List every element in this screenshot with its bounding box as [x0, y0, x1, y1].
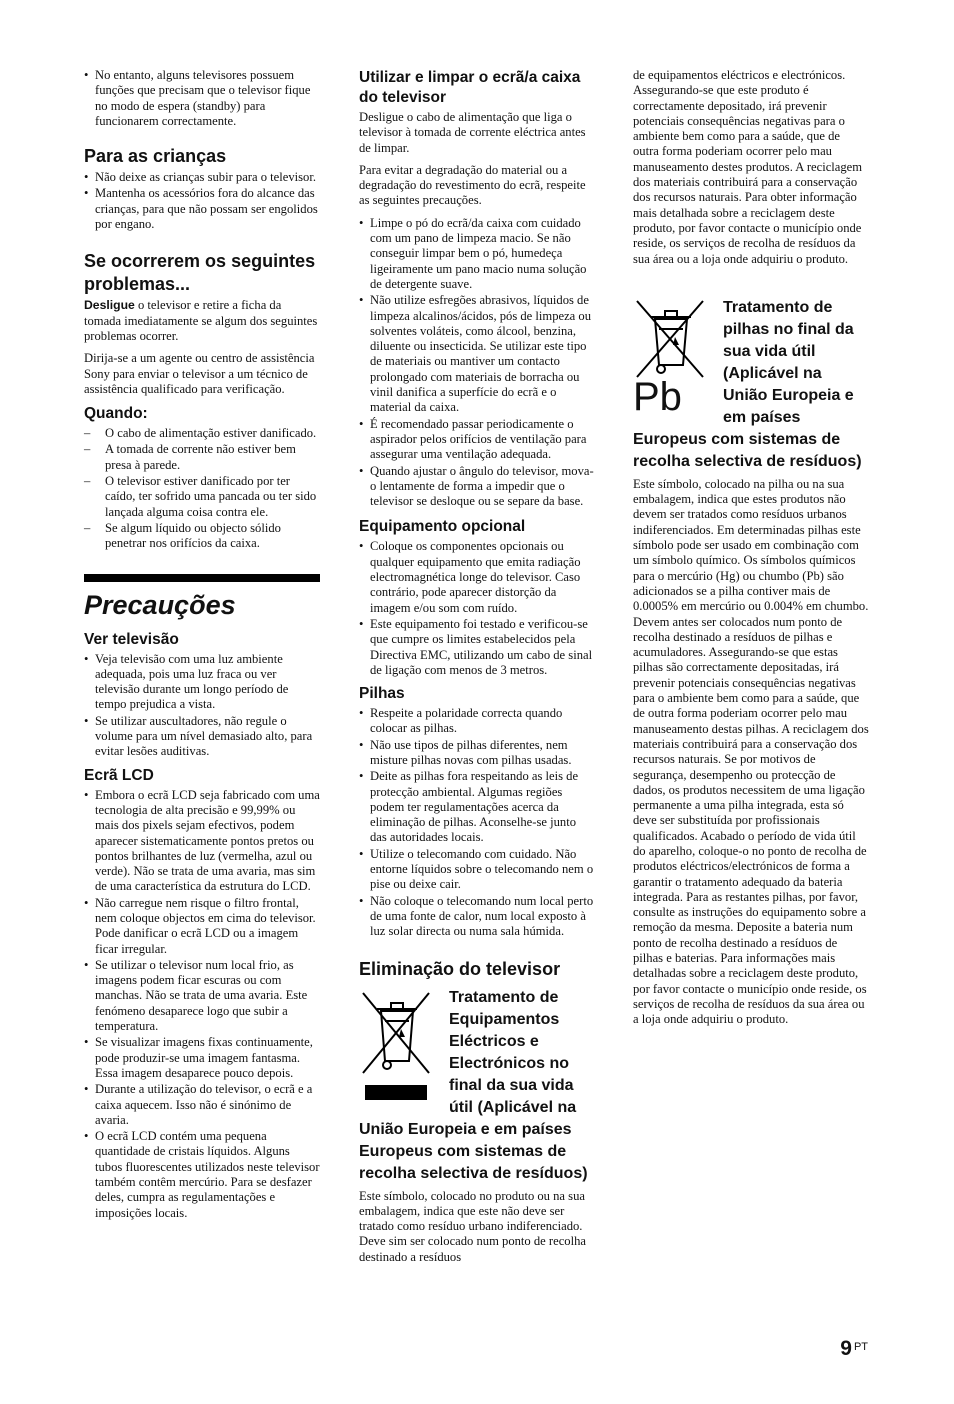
- problems-paragraph: Desligue o televisor e retire a ficha da tomada imediatamente se algum dos seguintes problemas ocorrer.: [84, 298, 318, 343]
- list-item: • O ecrã LCD contém uma pequena quantidade de cristais líquidos. Alguns tubos fluorescentes utilizados neste televisor também contêm mercúrio. Para se desfazer deles, cumpra as regulamentações e imposições locais.: [84, 1129, 320, 1221]
- section-title-children: Para as crianças: [84, 146, 227, 167]
- problems-paragraph-2: Dirija-se a um agente ou centro de assistência Sony para enviar o televisor a um técnico de assistência qualificado para verificação.: [84, 351, 315, 396]
- list-item: – Se algum líquido ou objecto sólido penetrar nos orifícios da caixa.: [84, 521, 320, 552]
- list-item: • Embora o ecrã LCD seja fabricado com uma tecnologia de alta precisão e 99,99% ou mais dos pixels sejam efectivos, podem aparecer sistematicamente pontos pretos ou pontos brilhantes de luz (vermelha, azul ou verde). Não se trata de uma avaria, mas sim de uma característica da estrutura do LCD.: [84, 788, 320, 895]
- page-number-value: 9: [840, 1337, 852, 1360]
- battery-paragraph: Este símbolo, colocado na pilha ou na sua embalagem, indica que estes produtos não devem ser tratados como resíduos urbanos indiferenciados. Em determinadas pilhas este símbolo pode ser usado em combinação com um símbolo químico. Os símbolos químicos para o mercúrio (Hg) ou chumbo (Pb) são adicionados se a pilha contiver mais de 0.0005% em mercúrio ou 0.004% em chumbo. Devem antes ser colocados num ponto de recolha destinado a resíduos de pilhas e acumuladores. Assegurando-se que estas pilhas são correctamente depositadas, irá prevenir potenciais consequências negativas para o ambiente bem como para a saúde, que de outra forma poderiam ocorrer pelo mau manuseamento destas pilhas. A reciclagem dos materiais contribuirá para a conservação dos recursos naturais. Se por motivos de segurança, desempenho ou protecção de dados, os produtos necessitem de uma ligação permanente a uma pilha integrada, esta só deve ser substituída por profissionais qualificados. Acabado o período de vida útil do aparelho, coloque-o no ponto de recolha de produtos eléctricos/electrónicos de forma a garantir o tratamento adequado da bateria integrada. Para as restantes pilhas, por favor, consulte as instruções do equipamento sobre a remoção da mesma. Deposite a bateria num ponto de recolha destinado a resíduos de pilhas e baterias. Para informações mais detalhadas sobre a reciclagem deste produto, por favor contacte o município onde reside, os serviços de recolha de resíduos da sua área ou a loja onde adquiriu o produto.: [633, 476, 869, 1027]
- list-item: • Respeite a polaridade correcta quando colocar as pilhas.: [359, 706, 595, 737]
- list-item: • Veja televisão com uma luz ambiente adequada, pois uma luz fraca ou ver televisão durante um longo período de tempo prejudica a vista.: [84, 652, 320, 713]
- weee-title: Tratamento de Equipamentos Eléctricos e Electrónicos no final da sua vida útil (Aplicável na União Europeia e em países Europeus com sistemas de recolha selectiva de resíduos): [359, 988, 588, 1182]
- page-number: [840, 1337, 868, 1361]
- section-title-optional: Equipamento opcional: [359, 518, 526, 536]
- weee-block: [359, 987, 595, 1185]
- weee-symbol: [359, 989, 439, 1100]
- list-item: • Coloque os componentes opcionais ou qualquer equipamento que emita radiação electromagnética longe do televisor. Caso contrário, pode aparecer distorção da imagem e/ou som com ruído.: [359, 539, 595, 615]
- list-item: • Não carregue nem risque o filtro frontal, nem coloque objectos em cima do televisor. Pode danificar o ecrã LCD ou a imagem ficar irregular.: [84, 896, 320, 957]
- section-title-problems: Se ocorrerem os seguintes problemas...: [84, 251, 316, 295]
- weee-paragraph: Este símbolo, colocado no produto ou na sua embalagem, indica que este não deve ser tratado como resíduo urbano indiferenciado. Deve sim ser colocado num ponto de recolha destinado a resíduos: [359, 1188, 586, 1264]
- section-divider: [84, 574, 320, 582]
- section-title-cleaning: Utilizar e limpar o ecrã/a caixa do televisor: [359, 69, 581, 106]
- list-item: – O cabo de alimentação estiver danificado.: [84, 426, 320, 441]
- list-item: • Mantenha os acessórios fora do alcance das crianças, para que não possam ser engolidos por engano.: [84, 186, 320, 232]
- weee-paragraph-continued: de equipamentos eléctricos e electrónicos. Assegurando-se que este produto é correctamente depositado, irá prevenir potenciais consequências negativas para o ambiente bem como para a saúde, que de outra forma poderiam ocorrer pelo mau manuseamento destes produtos. A reciclagem dos materiais contribuirá para a conservação dos recursos naturais. Para obter informação mais detalhada sobre a reciclagem deste produto, por favor contacte o município onde reside, os serviços de recolha de resíduos da sua área ou a loja onde adquiriu o produto.: [633, 68, 863, 266]
- list-item: – A tomada de corrente não estiver bem presa à parede.: [84, 442, 320, 473]
- lcd-list: [84, 788, 320, 1221]
- section-title-disposal: Eliminação do televisor: [359, 958, 561, 979]
- list-item: • Não utilize esfregões abrasivos, líquidos de limpeza alcalinos/ácidos, pós de limpeza ou solventes voláteis, como álcool, benzina, diluente ou insecticida. Se utilizar este tipo de materiais ou mantiver um contacto prolongado com materiais de borracha ou vinil danifica a superfície do ecrã e o material da caixa.: [359, 293, 595, 415]
- list-item: • Deite as pilhas fora respeitando as leis de protecção ambiental. Algumas regiões podem ter regulamentações acerca da eliminação de pilhas. Aconselhe-se junto das autoridades locais.: [359, 769, 595, 845]
- problems-bold-word: Desligue: [84, 298, 135, 313]
- column-middle: [359, 68, 595, 1272]
- list-item: • Utilize o telecomando com cuidado. Não entorne líquidos sobre o telecomando nem o pise ou deixe cair.: [359, 847, 595, 893]
- list-item: • Se utilizar o televisor num local frio, as imagens podem ficar escuras ou com manchas. Não se trata de uma avaria. Este fenómeno desaparece logo que subir a temperatura.: [84, 958, 320, 1034]
- crossed-bin-icon: [359, 989, 433, 1079]
- section-title-watch-tv: Ver televisão: [84, 630, 179, 648]
- list-item: • Durante a utilização do televisor, o ecrã e a caixa aquecem. Isso não é sinónimo de avaria.: [84, 1082, 320, 1128]
- language-code: PT: [853, 1341, 868, 1353]
- list-item: • Limpe o pó do ecrã/da caixa com cuidado com um pano de limpeza macio. Se não conseguir limpar bem o pó, humedeça ligeiramente um pano macio numa solução de detergente suave.: [359, 216, 595, 292]
- section-title-lcd: Ecrã LCD: [84, 766, 154, 784]
- list-item: • Se visualizar imagens fixas continuamente, pode produzir-se uma imagem fantasma. Essa imagem desaparece pouco depois.: [84, 1035, 320, 1081]
- section-title-batteries: Pilhas: [359, 685, 405, 703]
- column-left: [84, 68, 320, 1227]
- cleaning-paragraph: Desligue o cabo de alimentação que liga o televisor à tomada de corrente eléctrica antes de limpar.: [359, 110, 586, 155]
- battery-symbol: [633, 299, 713, 417]
- crossed-bin-icon: [633, 299, 707, 379]
- cleaning-list: [359, 216, 595, 510]
- list-item: • Se utilizar auscultadores, não regule o volume para um nível demasiado alto, para evitar lesões auditivas.: [84, 714, 320, 760]
- intro-list: [84, 68, 320, 129]
- page-title-precautions: Precauções: [84, 589, 236, 620]
- black-bar: [365, 1085, 427, 1100]
- battery-block: [633, 297, 869, 473]
- when-list: [84, 426, 320, 551]
- cleaning-paragraph-2: Para evitar a degradação do material ou a degradação do revestimento do ecrã, respeite as seguintes precauções.: [359, 162, 586, 208]
- pb-label: Pb: [633, 374, 682, 419]
- list-item: • Quando ajustar o ângulo do televisor, mova-o lentamente de forma a impedir que o televisor se desloque ou se separe da base.: [359, 464, 595, 510]
- list-item: • É recomendado passar periodicamente o aspirador pelos orifícios de ventilação para assegurar uma ventilação adequada.: [359, 417, 595, 463]
- list-item: • Não coloque o telecomando num local perto de uma fonte de calor, num local exposto à luz solar directa ou numa sala húmida.: [359, 894, 595, 940]
- watch-list: [84, 652, 320, 760]
- batteries-list: [359, 706, 595, 939]
- children-list: [84, 170, 320, 232]
- section-title-when: Quando:: [84, 405, 148, 423]
- list-item: – O televisor estiver danificado por ter caído, ter sofrido uma pancada ou ter sido lançada alguma coisa contra ele.: [84, 474, 320, 520]
- column-right: [633, 68, 869, 1035]
- list-item: • Não use tipos de pilhas diferentes, nem misture pilhas novas com pilhas usadas.: [359, 738, 595, 769]
- optional-list: [359, 539, 595, 678]
- list-item: • Este equipamento foi testado e verificou-se que cumpre os limites estabelecidos pela Directiva EMC, utilizando um cabo de sinal de ligação com menos de 3 metros.: [359, 617, 595, 678]
- list-item: • No entanto, alguns televisores possuem funções que precisam que o televisor fique no modo de espera (standby) para funcionarem correctamente.: [84, 68, 320, 129]
- battery-title: Tratamento de pilhas no final da sua vida útil (Aplicável na União Europeia e em países Europeus com sistemas de recolha selectiva de resíduos): [633, 298, 862, 470]
- list-item: • Não deixe as crianças subir para o televisor.: [84, 170, 320, 185]
